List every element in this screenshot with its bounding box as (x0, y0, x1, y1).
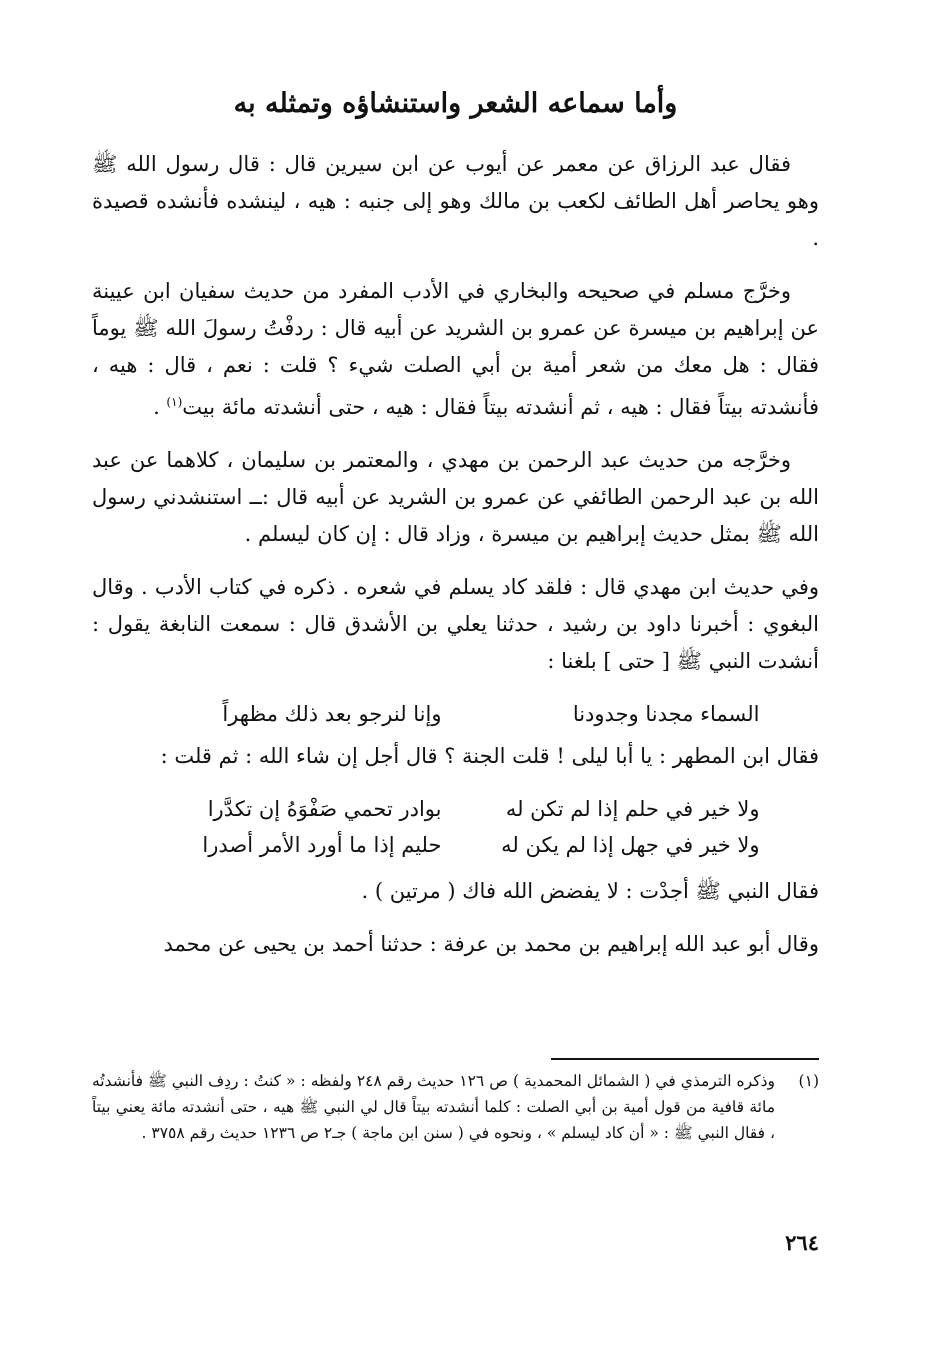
paragraph-3: وخرَّجه من حديث عبد الرحمن بن مهدي ، والمعتمر بن سليمان ، كلاهما عن عبد الله بن عبد الرحمن الطائفي عن عمرو بن الشريد عن أبيه قال :ــ استنشدني رسول الله ﷺ بمثل حديث إبراهيم بن ميسرة ، وزاد قال : إن كان ليسلم . (92, 448, 819, 546)
footnote (92, 1068, 819, 1146)
paragraph-5: فقال ابن المطهر : يا أبا ليلى ! قلت الجنة ؟ قال أجل إن شاء الله : ثم قلت : (160, 744, 819, 768)
verse-line-1 (92, 696, 819, 732)
section-title: وأما سماعه الشعر واستنشاؤه وتمثله به (233, 88, 678, 119)
paragraph-2-end: . (153, 395, 167, 419)
verse-line-2 (92, 791, 819, 827)
verse-hemistich-2: بوادر تحمي صَفْوَهُ إن تكدَّرا (207, 797, 442, 821)
verse-line-3 (92, 827, 819, 863)
paragraph-6: فقال النبي ﷺ أجدْت : لا يفضض الله فاك ( مرتين ) . (361, 879, 819, 903)
book-page (92, 70, 819, 1290)
verse-hemistich-2: حليم إذا ما أورد الأمر أصدرا (202, 833, 442, 857)
verse-hemistich-1: ولا خير في جهل إذا لم يكن له (501, 833, 760, 857)
footnote-marker: (١) (166, 395, 183, 409)
paragraph-1: فقال عبد الرزاق عن معمر عن أيوب عن ابن سيرين قال : قال رسول الله ﷺ وهو يحاصر أهل الطائف لكعب بن مالك وهو إلى جنبه : هيه ، لينشده فأنشده قصيدة . (92, 152, 819, 250)
paragraph-4: وفي حديث ابن مهدي قال : فلقد كاد يسلم في شعره . ذكره في كتاب الأدب . وقال البغوي : أخبرنا داود بن رشيد ، حدثنا يعلي بن الأشدق قال : سمعت النابغة يقول : أنشدت النبي ﷺ [ حتى ] بلغنا : (92, 575, 819, 673)
footnote-divider (551, 1058, 819, 1060)
verse-hemistich-1: ولا خير في حلم إذا لم تكن له (505, 797, 760, 821)
footnote-text: وذكره الترمذي في ( الشمائل المحمدية ) ص ١٢٦ حديث رقم ٢٤٨ ولفظه : « كنتُ : ردِف النبي ﷺ فأنشدتُه مائة قافية من قول أمية بن أبي الصلت : كلما أنشدته بيتاً قال لي النبي ﷺ هيه ، حتى أنشدته مائة يعني بيتاً ، فقال النبي ﷺ : « أن كاد ليسلم » ، ونحوه في ( سنن ابن ماجة ) جـ٢ ص ١٢٣٦ حديث رقم ٣٧٥٨ . (92, 1072, 775, 1142)
poem-block (92, 791, 819, 863)
paragraph-2 (92, 273, 819, 426)
page-number: ٢٦٤ (785, 1230, 819, 1255)
paragraph-2-text: وخرَّج مسلم في صحيحه والبخاري في الأدب المفرد من حديث سفيان ابن عيينة عن إبراهيم بن ميسرة عن عمرو بن الشريد عن أبيه قال : ردفْتُ رسولَ الله ﷺ يوماً فقال : هل معك من شعر أمية بن أبي الصلت شيء ؟ قلت : نعم ، قال : هيه ، فأنشدته بيتاً فقال : هيه ، ثم أنشدته بيتاً فقال : هيه ، حتى أنشدته مائة بيت (92, 279, 819, 419)
verse-hemistich-1: السماء مجدنا وجدودنا (572, 702, 760, 726)
footnote-number: (١) (798, 1072, 819, 1090)
paragraph-7: وقال أبو عبد الله إبراهيم بن محمد بن عرفة : حدثنا أحمد بن يحيى عن محمد (163, 932, 819, 956)
verse-hemistich-2: وإنا لنرجو بعد ذلك مظهراً (222, 702, 442, 726)
